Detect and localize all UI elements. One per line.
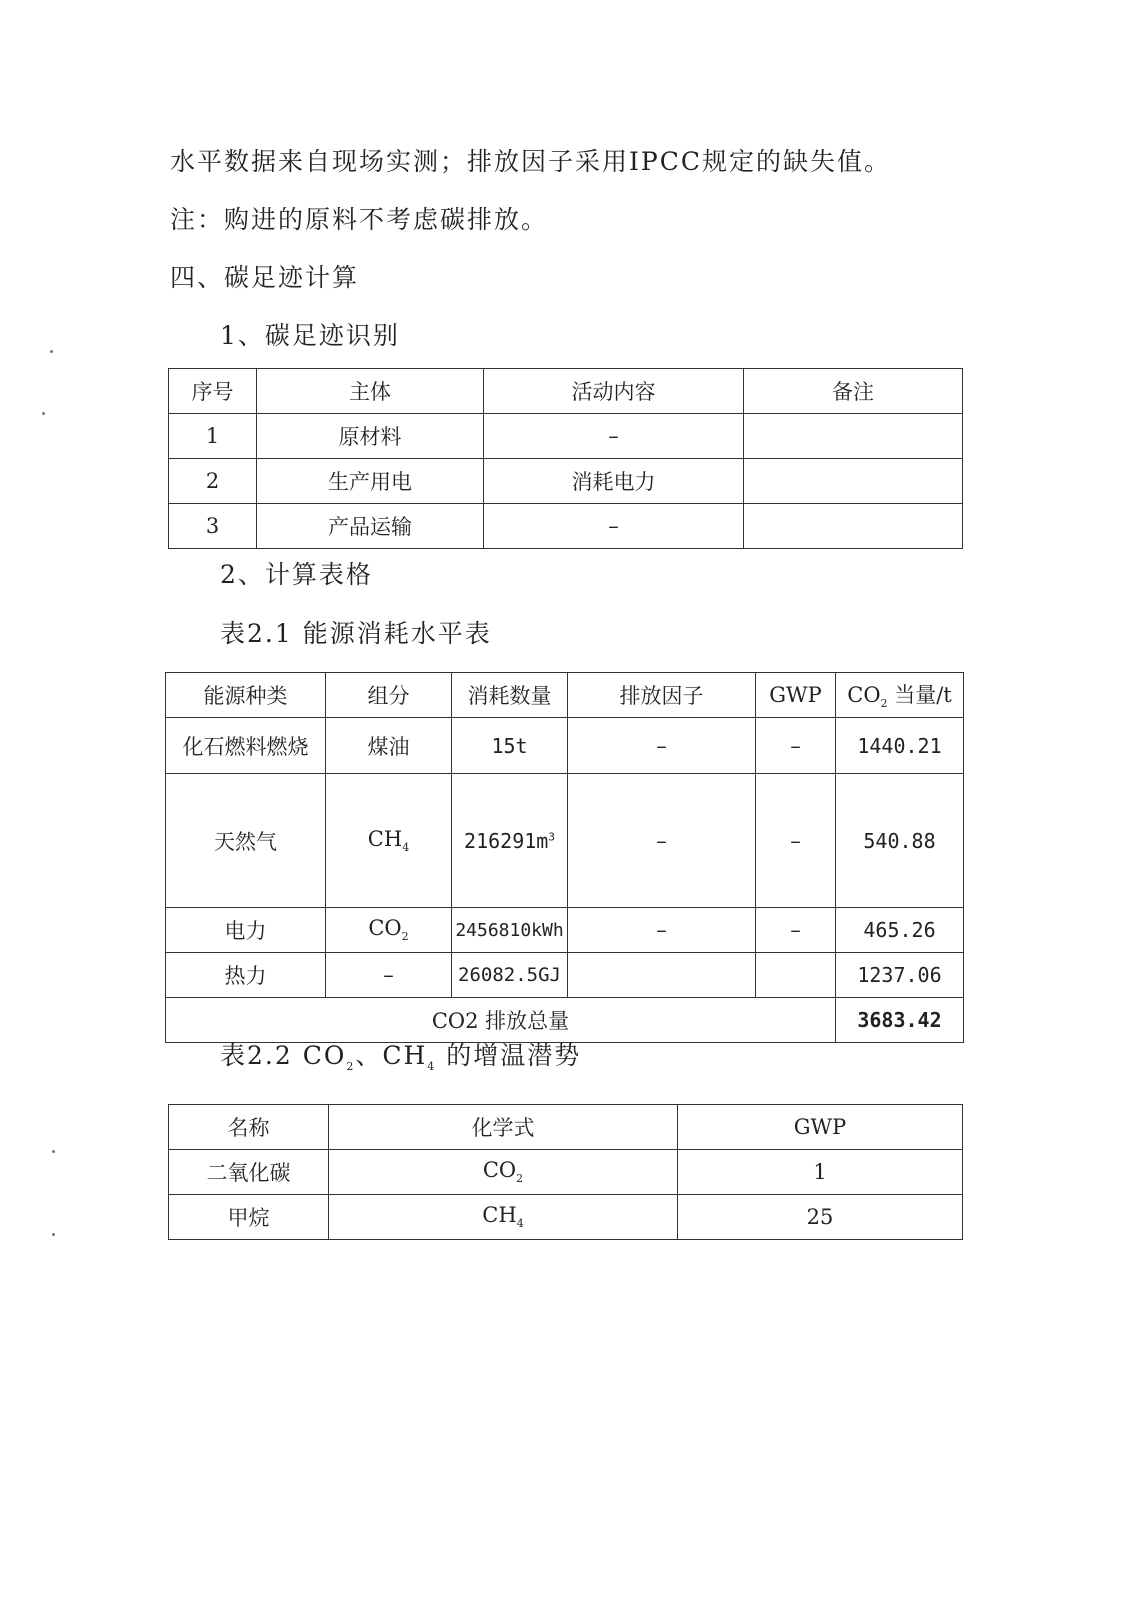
caption-part-a: 表2.2 CO xyxy=(220,1041,347,1070)
row-formula xyxy=(329,1195,678,1240)
paragraph-data-source: 水平数据来自现场实测；排放因子采用IPCC规定的缺失值。 xyxy=(170,147,891,176)
row-energy-type: 热力 xyxy=(166,953,326,998)
scan-speck xyxy=(52,1150,55,1153)
row-component: – xyxy=(326,953,452,998)
subheading-identification: 1、碳足迹识别 xyxy=(220,321,400,350)
row-index: 2 xyxy=(169,459,257,504)
section-heading-carbon-footprint: 四、碳足迹计算 xyxy=(170,263,360,292)
header-subject: 主体 xyxy=(257,369,484,414)
table-header-row xyxy=(166,673,964,718)
row-factor: – xyxy=(568,774,756,908)
table-row xyxy=(169,1195,963,1240)
row-amount: 26082.5GJ xyxy=(452,953,568,998)
co2-subscript: 2 xyxy=(880,697,888,711)
paragraph-note: 注：购进的原料不考虑碳排放。 xyxy=(170,205,549,234)
row-co2: 1237.06 xyxy=(836,953,964,998)
header-remark: 备注 xyxy=(744,369,963,414)
formula-subscript: 4 xyxy=(516,1217,524,1231)
row-remark xyxy=(744,459,963,504)
row-energy-type: 天然气 xyxy=(166,774,326,908)
row-activity: 消耗电力 xyxy=(484,459,744,504)
row-gwp: 25 xyxy=(678,1195,963,1240)
row-energy-type: 电力 xyxy=(166,908,326,953)
row-amount xyxy=(452,774,568,908)
formula-base: CH xyxy=(367,826,403,851)
total-value: 3683.42 xyxy=(836,998,964,1043)
formula-subscript: 4 xyxy=(402,841,410,855)
formula-base: CO xyxy=(368,916,402,941)
row-co2: 1440.21 xyxy=(836,718,964,774)
formula-subscript: 2 xyxy=(401,930,409,944)
row-name: 二氧化碳 xyxy=(169,1150,329,1195)
caption-part-c: 的增温潜势 xyxy=(436,1041,582,1070)
scan-speck xyxy=(50,350,53,353)
header-amount: 消耗数量 xyxy=(452,673,568,718)
table-row xyxy=(166,908,964,953)
table-row xyxy=(169,504,963,549)
header-gwp: GWP xyxy=(756,673,836,718)
table-row xyxy=(169,414,963,459)
row-gwp: – xyxy=(756,774,836,908)
row-index: 3 xyxy=(169,504,257,549)
row-gwp xyxy=(756,953,836,998)
row-subject: 原材料 xyxy=(257,414,484,459)
header-index: 序号 xyxy=(169,369,257,414)
formula-subscript: 2 xyxy=(516,1172,524,1186)
table-row xyxy=(166,953,964,998)
subheading-calc-tables: 2、计算表格 xyxy=(220,560,373,589)
row-co2: 465.26 xyxy=(836,908,964,953)
caption-sub-2: 2 xyxy=(346,1060,356,1073)
table-header-row xyxy=(169,1105,963,1150)
table-row xyxy=(166,718,964,774)
row-remark xyxy=(744,504,963,549)
row-energy-type: 化石燃料燃烧 xyxy=(166,718,326,774)
row-name: 甲烷 xyxy=(169,1195,329,1240)
row-component: 煤油 xyxy=(326,718,452,774)
table-row xyxy=(166,774,964,908)
row-amount: 2456810kWh xyxy=(452,908,568,953)
row-formula xyxy=(329,1150,678,1195)
formula-base: CH xyxy=(482,1203,517,1228)
header-formula: 化学式 xyxy=(329,1105,678,1150)
caption-table-2-2 xyxy=(220,1036,581,1073)
table-row xyxy=(169,1150,963,1195)
header-co2-equivalent xyxy=(836,673,964,718)
amount-base: 216291m xyxy=(464,828,549,853)
header-gwp: GWP xyxy=(678,1105,963,1150)
amount-superscript: 3 xyxy=(548,829,555,843)
header-component: 组分 xyxy=(326,673,452,718)
row-subject: 产品运输 xyxy=(257,504,484,549)
scan-speck xyxy=(42,412,45,415)
co2-prefix: CO xyxy=(847,683,881,708)
row-gwp: – xyxy=(756,718,836,774)
row-factor xyxy=(568,953,756,998)
row-component xyxy=(326,774,452,908)
caption-sub-4: 4 xyxy=(427,1060,437,1073)
total-label: CO2 排放总量 xyxy=(166,998,836,1043)
header-name: 名称 xyxy=(169,1105,329,1150)
row-gwp: – xyxy=(756,908,836,953)
caption-table-2-1: 表2.1 能源消耗水平表 xyxy=(220,619,492,648)
caption-part-b: 、CH xyxy=(355,1041,428,1070)
gwp-table xyxy=(168,1104,963,1240)
co2-suffix: 当量/t xyxy=(887,683,952,708)
header-emission-factor: 排放因子 xyxy=(568,673,756,718)
row-remark xyxy=(744,414,963,459)
formula-base: CO xyxy=(482,1158,517,1183)
row-co2: 540.88 xyxy=(836,774,964,908)
row-factor: – xyxy=(568,718,756,774)
scan-speck xyxy=(52,1233,55,1236)
table-row xyxy=(169,459,963,504)
row-gwp: 1 xyxy=(678,1150,963,1195)
header-activity: 活动内容 xyxy=(484,369,744,414)
row-component xyxy=(326,908,452,953)
row-index: 1 xyxy=(169,414,257,459)
row-amount: 15t xyxy=(452,718,568,774)
header-energy-type: 能源种类 xyxy=(166,673,326,718)
table-header-row xyxy=(169,369,963,414)
row-activity: – xyxy=(484,504,744,549)
row-factor: – xyxy=(568,908,756,953)
energy-consumption-table xyxy=(165,672,964,1043)
row-activity: – xyxy=(484,414,744,459)
row-subject: 生产用电 xyxy=(257,459,484,504)
identification-table xyxy=(168,368,963,549)
